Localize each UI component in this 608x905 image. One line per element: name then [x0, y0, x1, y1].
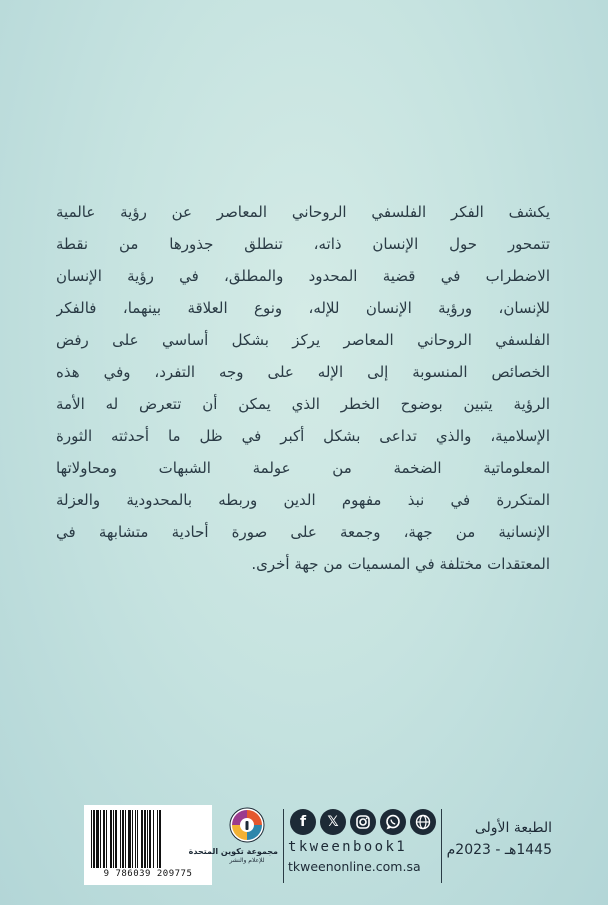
publisher-subtitle: للإعلام والنشر	[229, 857, 265, 864]
isbn-digits: 9 786039 209775	[103, 869, 193, 879]
footer-divider-right	[441, 809, 442, 883]
description-line-4: للإنسان، ورؤية الإنسان للإله، ونوع العلاقة بينهما، فالفكر	[56, 299, 550, 317]
publisher-logo-icon	[229, 807, 265, 843]
barcode-bars	[90, 810, 206, 868]
back-cover-description	[56, 196, 550, 580]
facebook-icon[interactable]: f	[290, 809, 316, 835]
footer-divider-left	[283, 809, 284, 883]
description-line-8: الإسلامية، والذي تداعى بشكل أكبر في ظل ما أحدثته الثورة	[56, 427, 550, 445]
instagram-icon[interactable]	[350, 809, 376, 835]
cover-footer	[0, 795, 608, 905]
isbn-barcode	[84, 805, 212, 885]
edition-year: 1445هـ - 2023م	[446, 842, 552, 858]
description-line-11: الإنسانية من جهة، وجمعة على صورة أحادية متشابهة في	[56, 523, 550, 541]
x-icon[interactable]: 𝕏	[320, 809, 346, 835]
globe-icon[interactable]	[410, 809, 436, 835]
description-line-12: المعتقدات مختلفة في المسميات من جهة أخرى.	[251, 555, 550, 573]
description-line-9: المعلوماتية الضخمة من عولمة الشبهات ومحاولاتها	[56, 459, 550, 477]
social-icons-row	[290, 809, 436, 835]
publisher-logo	[188, 807, 278, 865]
description-line-2: تتمحور حول الإنسان ذاته، تنطلق جذورها من نقطة	[56, 235, 550, 253]
social-handle: tkweenbook1	[288, 839, 408, 855]
whatsapp-icon[interactable]	[380, 809, 406, 835]
description-line-6: الخصائص المنسوبة إلى الإله على وجه التفرد، وفي هذه	[56, 363, 550, 381]
edition-info	[446, 817, 552, 861]
description-line-1: يكشف الفكر الفلسفي الروحاني المعاصر عن رؤية عالمية	[56, 203, 550, 221]
description-line-3: الاضطراب في قضية المحدود والمطلق، في رؤية الإنسان	[56, 267, 550, 285]
description-line-7: الرؤية يتبين بوضوح الخطر الذي يمكن أن تتعرض له الأمة	[56, 395, 550, 413]
website-link[interactable]: tkweenonline.com.sa	[288, 859, 421, 874]
description-line-5: الفلسفي الروحاني المعاصر يركز بشكل أساسي على رفض	[56, 331, 550, 349]
publisher-name: مجموعة تكوين المتحدة	[188, 847, 278, 856]
edition-label: الطبعة الأولى	[474, 820, 552, 836]
description-line-10: المتكررة في نبذ مفهوم الدين وربطه بالمحدودية والعزلة	[56, 491, 550, 509]
